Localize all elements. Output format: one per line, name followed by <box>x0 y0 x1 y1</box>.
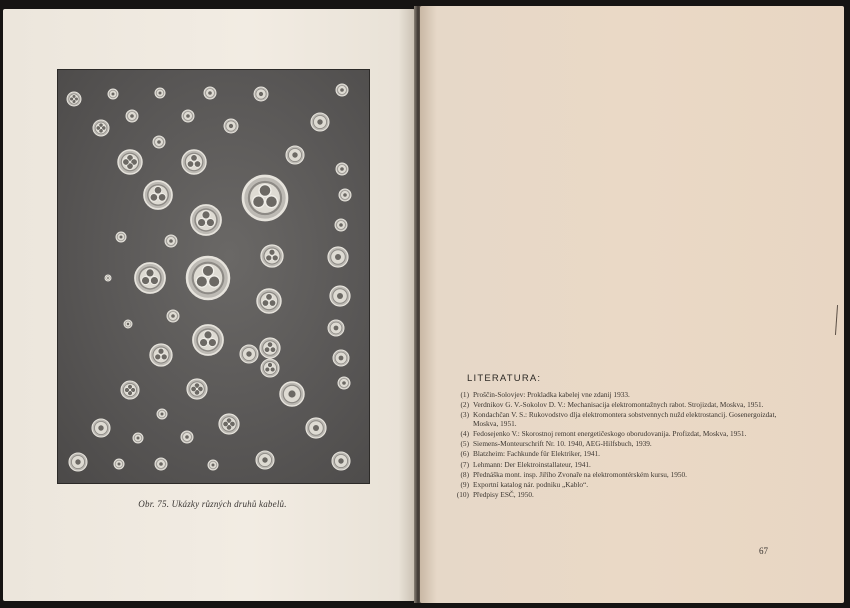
reference-number: (6) <box>460 449 469 459</box>
reference-text: Předpisy ESČ, 1950. <box>473 489 534 499</box>
cable-cross-section <box>93 120 109 136</box>
reference-number: (4) <box>460 429 469 439</box>
cable-cross-section <box>144 181 172 209</box>
reference-item <box>447 429 787 438</box>
cable-cross-section <box>336 163 348 175</box>
reference-list <box>447 390 787 500</box>
reference-item <box>447 439 787 448</box>
reference-item <box>447 400 787 409</box>
reference-text: Siemens-Monteurschrift Nr. 10. 1940, AEG-Hilfsbuch, 1939. <box>473 439 652 449</box>
reference-text: Proščin-Solovjev: Prokladka kabelej vne zdanij 1933. <box>473 390 630 399</box>
cable-cross-section <box>155 88 165 98</box>
reference-text: Blatzheim: Fachkunde für Elektriker, 1941. <box>473 449 600 459</box>
reference-number: (9) <box>460 479 469 489</box>
reference-item <box>447 390 787 399</box>
cable-cross-section <box>338 377 350 389</box>
reference-item <box>447 460 787 469</box>
cable-cross-section <box>208 460 218 470</box>
cable-cross-sections <box>58 70 369 483</box>
reference-number: (3) <box>460 410 469 420</box>
reference-text: Lehmann: Der Elektroinstallateur, 1941. <box>473 459 591 469</box>
cable-cross-section <box>121 381 139 399</box>
reference-item <box>447 449 787 458</box>
cable-cross-section <box>182 110 194 122</box>
cable-cross-section <box>256 451 274 469</box>
reference-item <box>447 480 787 489</box>
cable-cross-section <box>261 245 283 267</box>
cable-cross-section <box>150 344 172 366</box>
reference-text: Exportní katalog nár. podniku „Kablo“. <box>473 479 589 489</box>
reference-number: (7) <box>460 459 469 469</box>
cable-cross-section <box>182 150 206 174</box>
cable-cross-section <box>219 414 239 434</box>
reference-item <box>447 410 787 428</box>
cable-cross-section <box>167 310 179 322</box>
figure-caption: Obr. 75. Ukázky různých druhů kabelů. <box>138 499 287 509</box>
reference-text: Fedosejenko V.: Skorostnoj remont energetičeskogo oborudovanija. Profizdat, Moskva, 1951. <box>473 429 747 439</box>
cable-cross-section <box>108 89 118 99</box>
cable-cross-section <box>133 433 143 443</box>
cable-cross-section <box>328 320 344 336</box>
cable-cross-section <box>260 338 280 358</box>
cable-cross-section <box>243 176 287 220</box>
cable-cross-section <box>67 92 81 106</box>
cable-cross-section <box>224 119 238 133</box>
cable-photo <box>57 69 370 484</box>
reference-text: Přednáška mont. insp. Jiřího Zvonaře na elektromontérském kursu, 1950. <box>473 469 688 479</box>
cable-cross-section <box>336 84 348 96</box>
cable-cross-section <box>306 418 326 438</box>
cable-cross-section <box>187 379 207 399</box>
cable-cross-section <box>135 263 165 293</box>
cable-cross-section <box>333 350 349 366</box>
cable-cross-section <box>280 382 304 406</box>
cable-cross-section <box>153 136 165 148</box>
cable-cross-section <box>328 247 348 267</box>
page-number: 67 <box>759 546 768 556</box>
cable-cross-section <box>240 345 258 363</box>
reference-item <box>447 470 787 479</box>
cable-cross-section <box>286 146 304 164</box>
cable-cross-section <box>69 453 87 471</box>
cable-cross-section <box>118 150 142 174</box>
reference-text: Kondachčan V. S.: Rukovodstvo dlja elektromontera sobstvennych nužd elektrostancij. Gosenergoizdat, Moskva, 1951. <box>473 410 777 429</box>
cable-cross-section <box>165 235 177 247</box>
cable-cross-section <box>116 232 126 242</box>
cable-cross-section <box>311 113 329 131</box>
cable-cross-section <box>157 409 167 419</box>
cable-cross-section <box>126 110 138 122</box>
cable-cross-section <box>204 87 216 99</box>
reference-number: (8) <box>460 469 469 479</box>
cable-cross-section <box>92 419 110 437</box>
cable-cross-section <box>193 325 223 355</box>
cable-cross-section <box>332 452 350 470</box>
cable-cross-section <box>257 289 281 313</box>
cable-cross-section <box>187 257 229 299</box>
cable-cross-section <box>124 320 132 328</box>
reference-number: (10) <box>456 489 469 499</box>
cable-cross-section <box>339 189 351 201</box>
reference-text: Verdnikov G. V.-Sokolov D. V.: Mechanisacija elektromontažnych rabot. Strojizdat, Moskva, 1951. <box>473 400 764 410</box>
cable-cross-section <box>254 87 268 101</box>
cable-cross-section <box>105 275 111 281</box>
cable-cross-section <box>114 459 124 469</box>
cable-cross-section <box>261 359 279 377</box>
literature-heading: LITERATURA: <box>467 373 542 384</box>
cable-cross-section <box>181 431 193 443</box>
reference-number: (2) <box>460 400 469 410</box>
cable-cross-section <box>155 458 167 470</box>
cable-cross-section <box>335 219 347 231</box>
cable-cross-section <box>191 205 221 235</box>
reference-item <box>447 490 787 499</box>
reference-number: (5) <box>460 439 469 449</box>
reference-number: (1) <box>460 390 469 399</box>
right-page <box>420 6 844 603</box>
cable-cross-section <box>330 286 350 306</box>
